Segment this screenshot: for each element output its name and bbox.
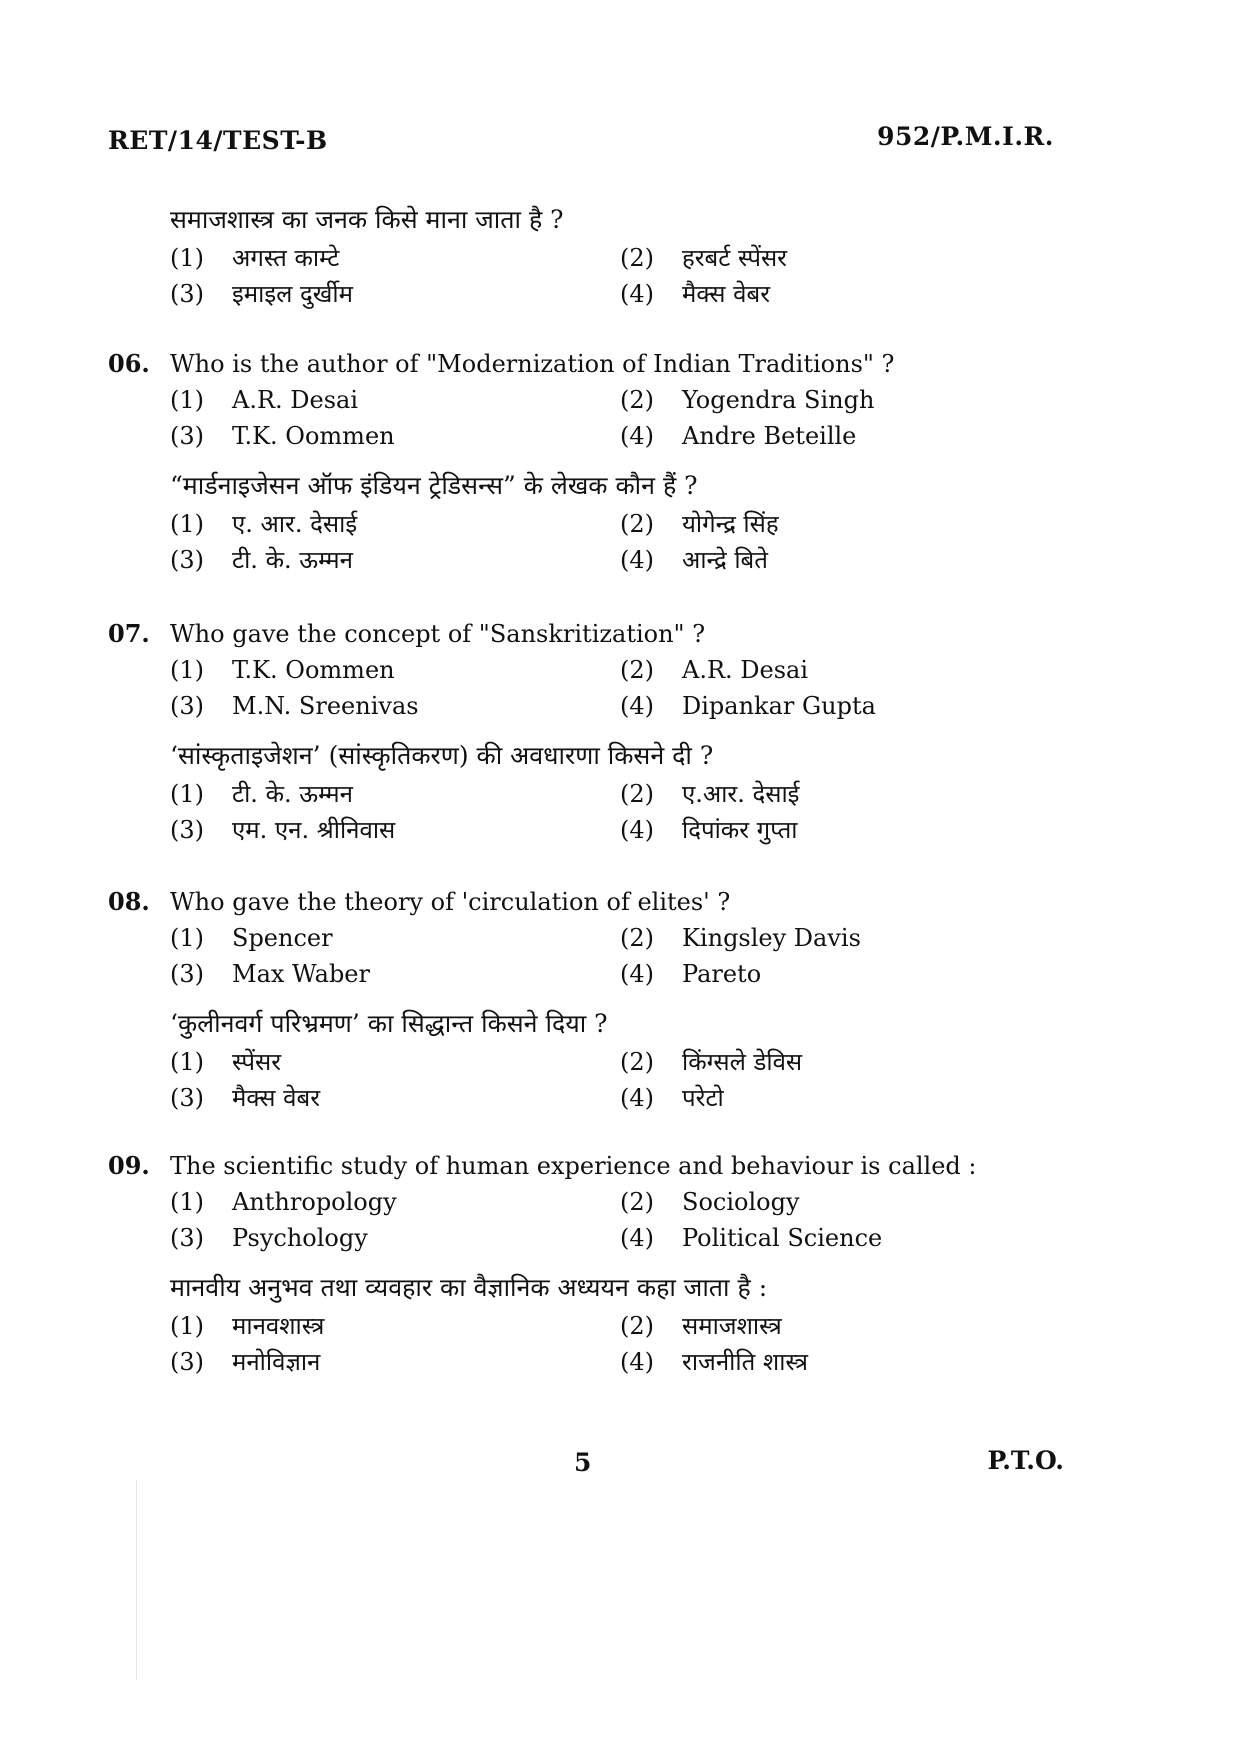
question-number: 08. [108,887,150,916]
question-number: 06. [108,349,150,378]
question-09: 09. The scientific study of human experience and behaviour is called : (1) Anthropology (2) Sociology (3) Psychology (4) Political Science मानवीय अनुभव तथा व्यवहार का वैज्ञानिक अध्ययन कहा जाता है : (1) मानवशास्त्र (2) समाजशास्त्र (3) मनोविज्ञान (4) राजनीति शास्त्र [108,1148,1068,1382]
please-turn-over: P.T.O. [987,1446,1064,1475]
question-number: 09. [108,1151,150,1180]
question-text: समाजशास्त्र का जनक किसे माना जाता है ? [170,205,564,234]
question-08: 08. Who gave the theory of 'circulation of elites' ? (1) Spencer (2) Kingsley Davis (3) Max Waber (4) Pareto ‘कुलीनवर्ग परिभ्रमण’ का सिद्धान्त किसने दिया ? (1) स्पेंसर (2) किंग्सले डेविस (3) मैक्स वेबर (4) परेटो [108,884,1068,1118]
scan-artifact-divider [136,1480,137,1680]
question-text-hindi: मानवीय अनुभव तथा व्यवहार का वैज्ञानिक अध्ययन कहा जाता है : [170,1273,768,1302]
question-text: The scientific study of human experience and behaviour is called : [170,1152,977,1180]
question-05-hindi: समाजशास्त्र का जनक किसे माना जाता है ? (1) अगस्त काम्टे (2) हरबर्ट स्पेंसर (3) इमाइल दुर्खीम (4) मैक्स वेबर [108,200,1068,314]
question-text-hindi: ‘सांस्कृताइजेशन’ (सांस्कृतिकरण) की अवधारणा किसने दी ? [170,741,714,770]
paper-code: RET/14/TEST-B [108,126,328,155]
question-text: Who gave the theory of 'circulation of elites' ? [170,888,731,916]
question-text: Who gave the concept of "Sanskritization" ? [170,620,706,648]
question-text-hindi: “मार्डनाइजेसन ऑफ इंडियन ट्रेडिसन्स” के लेखक कौन हैं ? [170,471,698,500]
question-text: Who is the author of "Modernization of Indian Traditions" ? [170,350,895,378]
question-text-hindi: ‘कुलीनवर्ग परिभ्रमण’ का सिद्धान्त किसने दिया ? [170,1009,608,1038]
page-number: 5 [574,1448,592,1477]
subject-code: 952/P.M.I.R. [877,122,1054,151]
question-number: 07. [108,619,150,648]
question-07: 07. Who gave the concept of "Sanskritization" ? (1) T.K. Oommen (2) A.R. Desai (3) M.N. Sreenivas (4) Dipankar Gupta ‘सांस्कृताइजेशन’ (सांस्कृतिकरण) की अवधारणा किसने दी ? (1) टी. के. ऊम्मन (2) ए.आर. देसाई (3) एम. एन. श्रीनिवास (4) दिपांकर गुप्ता [108,616,1068,850]
question-06: 06. Who is the author of "Modernization of Indian Traditions" ? (1) A.R. Desai (2) Yogendra Singh (3) T.K. Oommen (4) Andre Beteille “मार्डनाइजेसन ऑफ इंडियन ट्रेडिसन्स” के लेखक कौन हैं ? (1) ए. आर. देसाई (2) योगेन्द्र सिंह (3) टी. के. ऊम्मन (4) आन्द्रे बिते [108,346,1068,580]
